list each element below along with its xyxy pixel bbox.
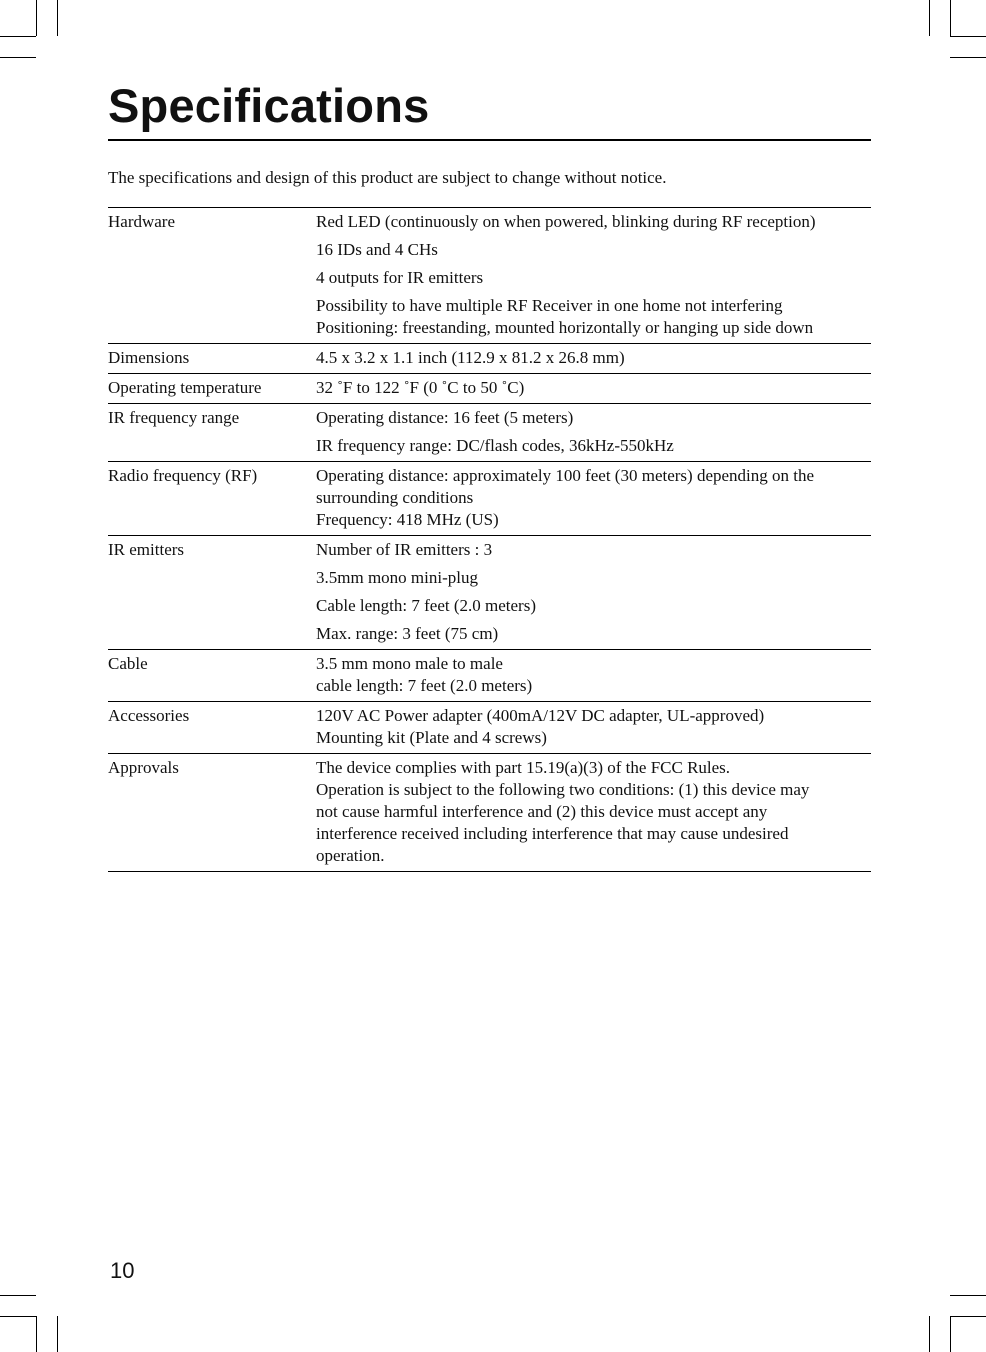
spec-label: Operating temperature <box>108 378 262 397</box>
spec-values <box>316 705 871 749</box>
spec-label: Accessories <box>108 706 190 725</box>
crop-mark <box>950 36 986 37</box>
spec-value: IR frequency range: DC/flash codes, 36kHz-550kHz <box>316 436 674 455</box>
crop-mark <box>950 57 986 58</box>
spec-row <box>108 374 871 404</box>
crop-mark <box>57 1316 58 1352</box>
spec-value: Operating distance: 16 feet (5 meters) <box>316 408 574 427</box>
spec-value: not cause harmful interference and (2) this device must accept any <box>316 802 768 821</box>
crop-mark <box>36 1316 37 1352</box>
crop-mark <box>36 0 37 36</box>
spec-value-group <box>316 267 871 289</box>
spec-value: 4 outputs for IR emitters <box>316 268 484 287</box>
intro-text: The specifications and design of this product are subject to change without notice. <box>108 168 667 187</box>
spec-value: Red LED (continuously on when powered, blinking during RF reception) <box>316 212 816 231</box>
spec-row <box>108 536 871 650</box>
spec-value-group <box>316 407 871 429</box>
spec-value: Operation is subject to the following two conditions: (1) this device may <box>316 780 810 799</box>
spec-values <box>316 539 871 645</box>
spec-value: surrounding conditions <box>316 488 474 507</box>
spec-value: interference received including interference that may cause undesired <box>316 824 789 843</box>
spec-value-group <box>316 465 871 531</box>
spec-value: Mounting kit (Plate and 4 screws) <box>316 728 547 747</box>
spec-value: 3.5mm mono mini-plug <box>316 568 478 587</box>
spec-row <box>108 344 871 374</box>
crop-mark <box>929 1316 930 1352</box>
spec-label: Radio frequency (RF) <box>108 466 258 485</box>
page-title: Specifications <box>108 79 430 132</box>
spec-value-group <box>316 211 871 233</box>
spec-label: Hardware <box>108 212 176 231</box>
spec-value: Operating distance: approximately 100 feet (30 meters) depending on the <box>316 466 815 485</box>
spec-values <box>316 347 871 369</box>
spec-values <box>316 465 871 531</box>
spec-value: 16 IDs and 4 CHs <box>316 240 438 259</box>
spec-value-group <box>316 377 871 399</box>
spec-value-group <box>316 653 871 697</box>
spec-values <box>316 211 871 339</box>
spec-row <box>108 754 871 872</box>
spec-label: Dimensions <box>108 348 190 367</box>
spec-value: The device complies with part 15.19(a)(3) of the FCC Rules. <box>316 758 731 777</box>
spec-value-group <box>316 435 871 457</box>
spec-value-group <box>316 347 871 369</box>
page-number: 10 <box>110 1258 135 1283</box>
crop-mark <box>950 1316 986 1317</box>
spec-value: Max. range: 3 feet (75 cm) <box>316 624 499 643</box>
spec-row <box>108 702 871 754</box>
spec-table <box>108 207 871 872</box>
spec-value-group <box>316 623 871 645</box>
spec-value: cable length: 7 feet (2.0 meters) <box>316 676 533 695</box>
spec-label: Cable <box>108 654 148 673</box>
crop-mark <box>57 0 58 36</box>
spec-value-group <box>316 757 871 867</box>
crop-mark <box>929 0 930 36</box>
spec-value: Number of IR emitters : 3 <box>316 540 493 559</box>
crop-mark <box>0 1295 36 1296</box>
spec-value: 3.5 mm mono male to male <box>316 654 503 673</box>
spec-label: IR emitters <box>108 540 185 559</box>
crop-mark <box>0 1316 36 1317</box>
title-rule <box>108 139 871 141</box>
crop-mark <box>0 36 36 37</box>
crop-mark <box>950 0 951 36</box>
spec-value-group <box>316 705 871 749</box>
crop-mark <box>950 1295 986 1296</box>
spec-row <box>108 650 871 702</box>
spec-value: 120V AC Power adapter (400mA/12V DC adapter, UL-approved) <box>316 706 765 725</box>
spec-value: operation. <box>316 846 385 865</box>
crop-mark <box>0 57 36 58</box>
spec-value-group <box>316 295 871 339</box>
spec-row <box>108 208 871 344</box>
spec-value: 4.5 x 3.2 x 1.1 inch (112.9 x 81.2 x 26.8 mm) <box>316 348 625 367</box>
spec-value-group <box>316 567 871 589</box>
spec-row <box>108 462 871 536</box>
spec-values <box>316 653 871 697</box>
spec-value: Possibility to have multiple RF Receiver in one home not interfering <box>316 296 783 315</box>
spec-values <box>316 757 871 867</box>
spec-value: 32 ˚F to 122 ˚F (0 ˚C to 50 ˚C) <box>316 378 525 397</box>
spec-row <box>108 404 871 462</box>
spec-value: Cable length: 7 feet (2.0 meters) <box>316 596 536 615</box>
spec-label: IR frequency range <box>108 408 240 427</box>
spec-value: Frequency: 418 MHz (US) <box>316 510 499 529</box>
spec-value-group <box>316 539 871 561</box>
spec-values <box>316 407 871 457</box>
spec-label: Approvals <box>108 758 179 777</box>
spec-value: Positioning: freestanding, mounted horizontally or hanging up side down <box>316 318 814 337</box>
crop-mark <box>950 1316 951 1352</box>
spec-value-group <box>316 595 871 617</box>
spec-values <box>316 377 871 399</box>
spec-value-group <box>316 239 871 261</box>
